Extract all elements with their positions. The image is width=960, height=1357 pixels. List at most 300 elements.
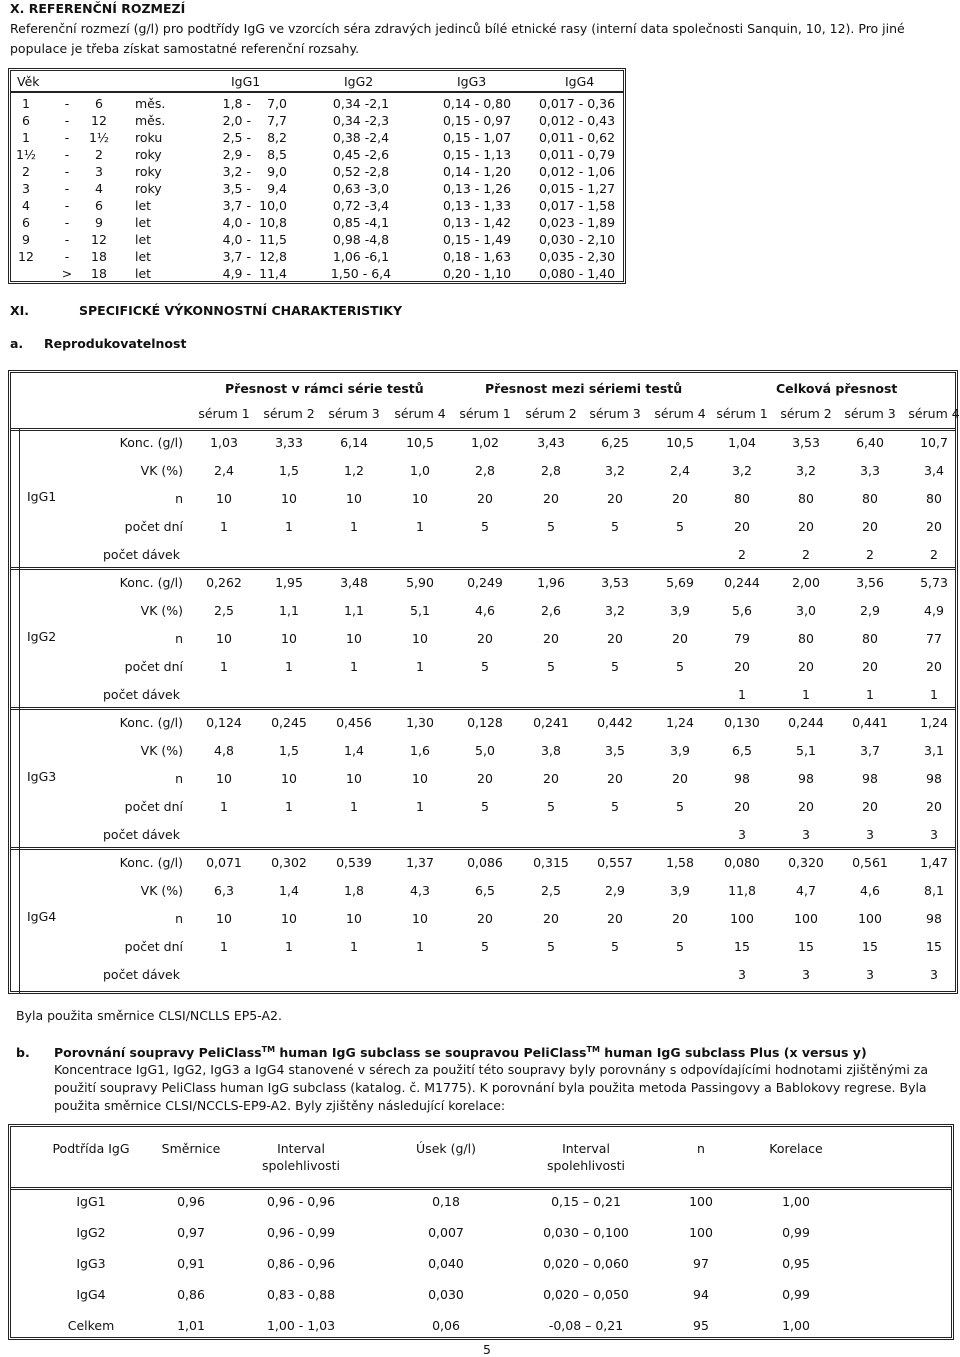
group-igg1	[11, 429, 955, 569]
value-cell: 10	[346, 771, 362, 786]
correlation-intercept-ci: 0,15 – 0,21	[551, 1194, 621, 1209]
serum-header: sérum 4	[654, 406, 706, 421]
reproducibility-table	[8, 370, 958, 994]
row-label: Konc. (g/l)	[119, 575, 183, 590]
value-cell: 20	[543, 771, 559, 786]
section-b-text-line-3: použita směrnice CLSI/NCCLS-EP9-A2. Byly zjištěny následující korelace:	[54, 1098, 506, 1113]
value-cell: 80	[862, 631, 878, 646]
value-cell: 98	[798, 771, 814, 786]
igg1-high: 8,5	[267, 147, 287, 162]
value-cell: 2,8	[541, 463, 561, 478]
igg2-range: 0,38 -2,4	[332, 130, 390, 145]
serum-header: sérum 1	[459, 406, 511, 421]
reference-row	[11, 113, 623, 130]
value-cell: 10	[412, 631, 428, 646]
section-b-title-part3: human IgG subclass Plus (x versus y)	[599, 1045, 867, 1061]
correlation-n: 100	[689, 1225, 713, 1240]
value-cell: 10	[412, 491, 428, 506]
value-cell: 1,95	[275, 575, 303, 590]
value-cell: 5,69	[666, 575, 694, 590]
value-cell: 2	[866, 547, 874, 562]
value-cell: 20	[543, 631, 559, 646]
igg1-high: 10,8	[259, 215, 287, 230]
row-label: n	[175, 491, 183, 506]
value-cell: 20	[798, 799, 814, 814]
value-cell: 0,130	[724, 715, 760, 730]
igg3-range: 0,13 - 1,33	[442, 198, 512, 213]
header-igg1: IgG1	[231, 74, 261, 89]
row-label: n	[175, 631, 183, 646]
value-cell: 1,24	[666, 715, 694, 730]
value-cell: 2	[738, 547, 746, 562]
section-b-title	[54, 1045, 867, 1060]
value-cell: 3,53	[601, 575, 629, 590]
age-from: 4	[22, 198, 30, 213]
age-from: 3	[22, 181, 30, 196]
row-label: počet dávek	[103, 687, 180, 702]
value-cell: 3,2	[732, 463, 752, 478]
row-label: počet dávek	[103, 547, 180, 562]
value-cell: 80	[798, 491, 814, 506]
age-dash: -	[64, 232, 70, 247]
group-separator	[11, 847, 955, 850]
header-intercept: Úsek (g/l)	[416, 1141, 476, 1156]
value-cell: 6,3	[214, 883, 234, 898]
value-cell: 3	[866, 827, 874, 842]
age-unit: let	[135, 249, 152, 264]
value-cell: 1,02	[471, 435, 499, 450]
group-name: IgG1	[27, 489, 57, 504]
age-to: 18	[91, 266, 107, 281]
igg1-high: 7,7	[267, 113, 287, 128]
value-cell: 0,080	[724, 855, 760, 870]
igg1-low: 2,0 -	[222, 113, 251, 128]
value-cell: 0,245	[271, 715, 307, 730]
value-cell: 2,4	[214, 463, 234, 478]
age-to: 18	[91, 249, 107, 264]
value-cell: 5	[481, 519, 489, 534]
value-cell: 5	[547, 939, 555, 954]
value-cell: 3,56	[856, 575, 884, 590]
value-cell: 20	[477, 491, 493, 506]
serum-header: sérum 2	[525, 406, 577, 421]
row-label: počet dávek	[103, 967, 180, 982]
value-cell: 0,315	[533, 855, 569, 870]
value-cell: 5	[611, 659, 619, 674]
value-cell: 0,241	[533, 715, 569, 730]
value-cell: 98	[862, 771, 878, 786]
value-cell: 2,5	[214, 603, 234, 618]
value-cell: 1	[350, 659, 358, 674]
serum-header: sérum 2	[780, 406, 832, 421]
igg1-high: 8,2	[267, 130, 287, 145]
value-cell: 5	[676, 799, 684, 814]
value-cell: 2	[930, 547, 938, 562]
trademark-2: TM	[586, 1045, 600, 1054]
value-cell: 20	[734, 519, 750, 534]
header-n: n	[697, 1141, 705, 1156]
correlation-table	[8, 1124, 954, 1340]
igg4-range: 0,080 - 1,40	[538, 266, 616, 281]
correlation-subclass: IgG4	[76, 1287, 106, 1302]
value-cell: 80	[734, 491, 750, 506]
igg3-range: 0,15 - 1,07	[442, 130, 512, 145]
correlation-intercept: 0,040	[428, 1256, 464, 1271]
header-age: Věk	[17, 74, 40, 89]
value-cell: 20	[926, 519, 942, 534]
header-igg3: IgG3	[457, 74, 487, 89]
row-label: počet dní	[124, 659, 183, 674]
correlation-slope: 0,96	[177, 1194, 205, 1209]
page-number: 5	[483, 1342, 491, 1357]
group-separator	[11, 567, 955, 570]
igg2-range: 0,34 -2,3	[332, 113, 390, 128]
value-cell: 20	[672, 911, 688, 926]
value-cell: 0,456	[336, 715, 372, 730]
igg1-high: 9,4	[267, 181, 287, 196]
section-xi-number: XI.	[10, 303, 30, 318]
igg3-range: 0,13 - 1,42	[442, 215, 512, 230]
value-cell: 4,6	[475, 603, 495, 618]
group-igg2	[11, 569, 955, 709]
igg1-low: 2,5 -	[222, 130, 251, 145]
value-cell: 20	[477, 771, 493, 786]
value-cell: 5	[481, 799, 489, 814]
value-cell: 1,58	[666, 855, 694, 870]
row-label: Konc. (g/l)	[119, 855, 183, 870]
value-cell: 1,6	[410, 743, 430, 758]
value-cell: 3,53	[792, 435, 820, 450]
value-cell: 20	[607, 631, 623, 646]
serum-header: sérum 1	[198, 406, 250, 421]
value-cell: 10	[216, 491, 232, 506]
value-cell: 20	[926, 799, 942, 814]
age-to: 6	[95, 96, 103, 111]
value-cell: 20	[926, 659, 942, 674]
igg4-range: 0,015 - 1,27	[538, 181, 616, 196]
value-cell: 4,6	[860, 883, 880, 898]
igg3-range: 0,13 - 1,26	[442, 181, 512, 196]
value-cell: 80	[798, 631, 814, 646]
value-cell: 10	[281, 491, 297, 506]
value-cell: 0,244	[788, 715, 824, 730]
serum-header: sérum 1	[716, 406, 768, 421]
value-cell: 77	[926, 631, 942, 646]
igg1-low: 3,2 -	[222, 164, 251, 179]
value-cell: 1	[802, 687, 810, 702]
igg2-range: 0,34 -2,1	[332, 96, 390, 111]
age-dash: -	[64, 249, 70, 264]
value-cell: 0,320	[788, 855, 824, 870]
igg2-range: 1,50 - 6,4	[330, 266, 392, 281]
section-b-number: b.	[16, 1045, 30, 1060]
value-cell: 5,90	[406, 575, 434, 590]
value-cell: 5,73	[920, 575, 948, 590]
value-cell: 2,5	[541, 883, 561, 898]
value-cell: 1	[416, 519, 424, 534]
igg1-high: 7,0	[267, 96, 287, 111]
igg4-range: 0,012 - 0,43	[538, 113, 616, 128]
correlation-slope-ci: 0,83 - 0,88	[266, 1287, 336, 1302]
reference-row	[11, 164, 623, 181]
value-cell: 3,2	[605, 463, 625, 478]
value-cell: 1,0	[410, 463, 430, 478]
igg1-low: 3,7 -	[222, 198, 251, 213]
value-cell: 20	[734, 659, 750, 674]
header-slope: Směrnice	[161, 1141, 221, 1156]
correlation-slope: 0,86	[177, 1287, 205, 1302]
value-cell: 3,8	[541, 743, 561, 758]
row-label: počet dní	[124, 799, 183, 814]
section-b-title-part2: human IgG subclass se soupravou PeliClass	[275, 1045, 587, 1061]
correlation-intercept: 0,030	[428, 1287, 464, 1302]
reference-range-header	[11, 71, 623, 93]
correlation-correlation: 1,00	[782, 1318, 810, 1333]
value-cell: 1,24	[920, 715, 948, 730]
correlation-subclass: IgG2	[76, 1225, 106, 1240]
value-cell: 0,539	[336, 855, 372, 870]
value-cell: 3	[802, 967, 810, 982]
value-cell: 3,1	[924, 743, 944, 758]
age-dash: -	[64, 147, 70, 162]
value-cell: 3	[738, 967, 746, 982]
group-name: IgG3	[27, 769, 57, 784]
igg1-low: 4,9 -	[222, 266, 251, 281]
value-cell: 0,262	[206, 575, 242, 590]
igg1-low: 2,9 -	[222, 147, 251, 162]
value-cell: 5	[547, 659, 555, 674]
age-from: 1	[22, 130, 30, 145]
value-cell: 3,9	[670, 743, 690, 758]
age-to: 3	[95, 164, 103, 179]
age-from: 9	[22, 232, 30, 247]
value-cell: 15	[862, 939, 878, 954]
age-dash: -	[64, 130, 70, 145]
header-intercept-ci-line2: spolehlivosti	[546, 1158, 626, 1173]
age-dash: -	[64, 96, 70, 111]
value-cell: 5,1	[796, 743, 816, 758]
section-xi-title: SPECIFICKÉ VÝKONNOSTNÍ CHARAKTERISTIKY	[79, 303, 403, 318]
value-cell: 10	[412, 771, 428, 786]
igg1-high: 11,4	[259, 266, 287, 281]
value-cell: 3,2	[796, 463, 816, 478]
header-subclass: Podtřída IgG	[52, 1141, 130, 1156]
value-cell: 3	[738, 827, 746, 842]
value-cell: 10	[346, 491, 362, 506]
value-cell: 3	[930, 827, 938, 842]
igg4-range: 0,017 - 1,58	[538, 198, 616, 213]
value-cell: 2,4	[670, 463, 690, 478]
value-cell: 5,0	[475, 743, 495, 758]
age-unit: roky	[135, 164, 162, 179]
correlation-correlation: 1,00	[782, 1194, 810, 1209]
age-to: 2	[95, 147, 103, 162]
guideline-note: Byla použita směrnice CLSI/NCLLS EP5-A2.	[16, 1008, 282, 1023]
value-cell: 3	[802, 827, 810, 842]
correlation-slope-ci: 1,00 - 1,03	[266, 1318, 336, 1333]
igg3-range: 0,18 - 1,63	[442, 249, 512, 264]
header-intercept-ci-line1: Interval	[562, 1141, 610, 1156]
value-cell: 1,1	[344, 603, 364, 618]
group-header-between-run: Přesnost mezi sériemi testů	[485, 381, 683, 396]
value-cell: 6,5	[732, 743, 752, 758]
igg4-range: 0,011 - 0,79	[538, 147, 616, 162]
row-label: Konc. (g/l)	[119, 715, 183, 730]
correlation-subclass: IgG1	[76, 1194, 106, 1209]
age-unit: měs.	[135, 113, 166, 128]
group-name: IgG2	[27, 629, 57, 644]
value-cell: 5	[481, 939, 489, 954]
reference-row	[11, 249, 623, 266]
value-cell: 3,4	[924, 463, 944, 478]
igg4-range: 0,030 - 2,10	[538, 232, 616, 247]
value-cell: 5	[676, 659, 684, 674]
value-cell: 1	[285, 659, 293, 674]
value-cell: 2,6	[541, 603, 561, 618]
row-label: VK (%)	[140, 743, 183, 758]
value-cell: 10,5	[666, 435, 694, 450]
reference-row	[11, 198, 623, 215]
section-x-title: X. REFERENČNÍ ROZMEZÍ	[10, 1, 186, 16]
value-cell: 1	[416, 939, 424, 954]
igg1-low: 4,0 -	[222, 232, 251, 247]
serum-header: sérum 2	[263, 406, 315, 421]
reference-row	[11, 266, 623, 283]
value-cell: 98	[734, 771, 750, 786]
value-cell: 5	[611, 799, 619, 814]
reference-row	[11, 147, 623, 164]
value-cell: 20	[543, 491, 559, 506]
row-label: počet dní	[124, 519, 183, 534]
value-cell: 1	[350, 939, 358, 954]
value-cell: 1,5	[279, 463, 299, 478]
value-cell: 5	[676, 519, 684, 534]
value-cell: 10	[346, 911, 362, 926]
age-to: 12	[91, 113, 107, 128]
value-cell: 2,9	[860, 603, 880, 618]
group-name: IgG4	[27, 909, 57, 924]
value-cell: 1,1	[279, 603, 299, 618]
value-cell: 0,128	[467, 715, 503, 730]
igg1-high: 11,5	[259, 232, 287, 247]
age-to: 4	[95, 181, 103, 196]
igg1-high: 9,0	[267, 164, 287, 179]
value-cell: 1	[220, 939, 228, 954]
age-to: 9	[95, 215, 103, 230]
igg2-range: 1,06 -6,1	[332, 249, 390, 264]
section-a-number: a.	[10, 336, 24, 351]
value-cell: 20	[672, 491, 688, 506]
value-cell: 0,557	[597, 855, 633, 870]
age-unit: let	[135, 232, 152, 247]
serum-header: sérum 3	[589, 406, 641, 421]
age-unit: roky	[135, 147, 162, 162]
correlation-correlation: 0,99	[782, 1287, 810, 1302]
value-cell: 20	[672, 771, 688, 786]
igg3-range: 0,15 - 0,97	[442, 113, 512, 128]
value-cell: 10,7	[920, 435, 948, 450]
correlation-correlation: 0,99	[782, 1225, 810, 1240]
serum-header: sérum 4	[394, 406, 446, 421]
correlation-header-separator	[11, 1187, 951, 1190]
value-cell: 1,96	[537, 575, 565, 590]
row-label: n	[175, 771, 183, 786]
correlation-slope: 1,01	[177, 1318, 205, 1333]
trademark-1: TM	[261, 1045, 276, 1054]
value-cell: 4,9	[924, 603, 944, 618]
igg4-range: 0,011 - 0,62	[538, 130, 616, 145]
correlation-subclass: IgG3	[76, 1256, 106, 1271]
value-cell: 10	[216, 911, 232, 926]
reference-row	[11, 96, 623, 113]
correlation-slope-ci: 0,86 - 0,96	[266, 1256, 336, 1271]
age-from: 6	[22, 215, 30, 230]
age-unit: roku	[135, 130, 163, 145]
value-cell: 3,9	[670, 883, 690, 898]
section-b-title-part1: Porovnání soupravy PeliClass	[54, 1045, 262, 1061]
value-cell: 2,8	[475, 463, 495, 478]
group-separator	[11, 707, 955, 710]
value-cell: 6,25	[601, 435, 629, 450]
value-cell: 20	[607, 491, 623, 506]
correlation-intercept: 0,007	[428, 1225, 464, 1240]
value-cell: 6,40	[856, 435, 884, 450]
group-header-within-run: Přesnost v rámci série testů	[225, 381, 424, 396]
value-cell: 1	[416, 659, 424, 674]
value-cell: 10	[216, 631, 232, 646]
value-cell: 3,3	[860, 463, 880, 478]
value-cell: 1	[738, 687, 746, 702]
age-unit: let	[135, 266, 152, 281]
igg4-range: 0,035 - 2,30	[538, 249, 616, 264]
igg4-range: 0,017 - 0,36	[538, 96, 616, 111]
value-cell: 3,0	[796, 603, 816, 618]
age-to: 12	[91, 232, 107, 247]
group-igg4	[11, 849, 955, 989]
value-cell: 0,302	[271, 855, 307, 870]
value-cell: 6,5	[475, 883, 495, 898]
igg4-range: 0,012 - 1,06	[538, 164, 616, 179]
age-dash: -	[64, 181, 70, 196]
igg4-range: 0,023 - 1,89	[538, 215, 616, 230]
group-header-total: Celková přesnost	[776, 381, 898, 396]
value-cell: 80	[862, 491, 878, 506]
value-cell: 4,3	[410, 883, 430, 898]
igg1-high: 12,8	[259, 249, 287, 264]
value-cell: 1,04	[728, 435, 756, 450]
row-label: VK (%)	[140, 603, 183, 618]
row-label: n	[175, 911, 183, 926]
serum-header: sérum 3	[328, 406, 380, 421]
header-igg2: IgG2	[344, 74, 374, 89]
value-cell: 5	[547, 519, 555, 534]
age-dash: -	[64, 164, 70, 179]
value-cell: 0,244	[724, 575, 760, 590]
value-cell: 1,5	[279, 743, 299, 758]
value-cell: 20	[607, 771, 623, 786]
value-cell: 20	[862, 799, 878, 814]
igg2-range: 0,63 -3,0	[332, 181, 390, 196]
value-cell: 5	[611, 519, 619, 534]
value-cell: 1,8	[344, 883, 364, 898]
value-cell: 10	[346, 631, 362, 646]
value-cell: 20	[734, 799, 750, 814]
value-cell: 0,249	[467, 575, 503, 590]
correlation-slope-ci: 0,96 - 0,96	[266, 1194, 336, 1209]
value-cell: 79	[734, 631, 750, 646]
value-cell: 1,30	[406, 715, 434, 730]
value-cell: 1	[416, 799, 424, 814]
